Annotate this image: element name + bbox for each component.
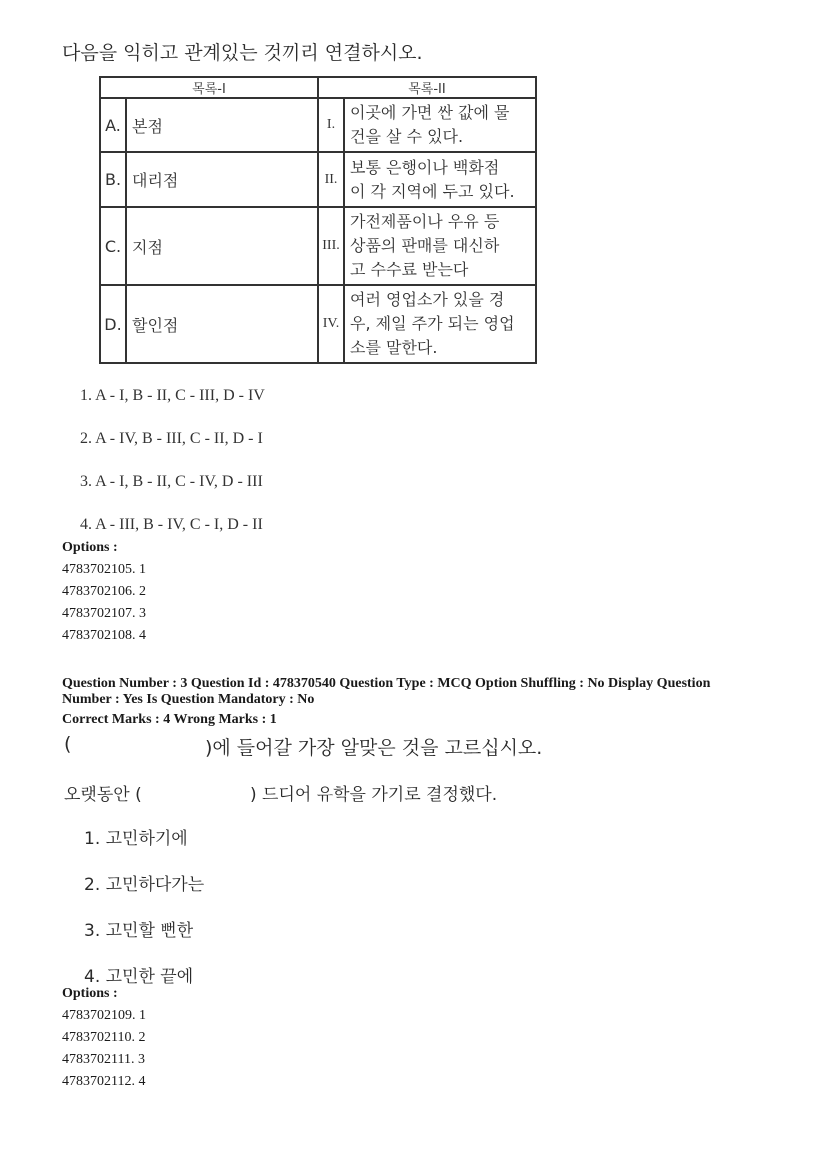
answer-option-3: 3. A - I, B - II, C - IV, D - III xyxy=(80,473,263,490)
answer-option-1: 1. 고민하기에 xyxy=(84,829,188,849)
description-line: 보통 은행이나 백화점 xyxy=(350,157,500,177)
row-item: 할인점 xyxy=(126,285,318,363)
option-id: 4783702112. 4 xyxy=(62,1074,146,1089)
row-description xyxy=(344,207,536,285)
question-instruction: 다음을 익히고 관계있는 것끼리 연결하시오. xyxy=(62,42,423,64)
option-id: 4783702110. 2 xyxy=(62,1030,146,1045)
row-letter: D. xyxy=(100,285,126,363)
row-description xyxy=(344,98,536,152)
table-header-row xyxy=(100,77,536,98)
description-line: 가전제품이나 우유 등 xyxy=(350,212,500,231)
table-row xyxy=(100,207,536,285)
row-item: 지점 xyxy=(126,207,318,285)
question-marks: Correct Marks : 4 Wrong Marks : 1 xyxy=(62,712,277,727)
row-letter: B. xyxy=(100,152,126,207)
option-id: 4783702109. 1 xyxy=(62,1008,146,1023)
column-header-list-1: 목록-I xyxy=(100,77,318,98)
answer-option-2: 2. 고민하다가는 xyxy=(84,875,205,895)
row-letter: C. xyxy=(100,207,126,285)
row-letter: A. xyxy=(100,98,126,152)
answer-option-2: 2. A - IV, B - III, C - II, D - I xyxy=(80,430,263,447)
row-roman: I. xyxy=(318,98,344,152)
table-row xyxy=(100,152,536,207)
description-line: 건을 살 수 있다. xyxy=(350,127,464,146)
answer-option-1: 1. A - I, B - II, C - III, D - IV xyxy=(80,387,265,404)
options-label: Options : xyxy=(62,540,118,555)
answer-option-3: 3. 고민할 뻔한 xyxy=(84,921,194,941)
option-id: 4783702108. 4 xyxy=(62,628,146,643)
answer-option-4: 4. 고민한 끝에 xyxy=(84,967,194,987)
description-line: 이곳에 가면 싼 값에 물 xyxy=(350,103,510,122)
row-roman: III. xyxy=(318,207,344,285)
row-roman: IV. xyxy=(318,285,344,363)
table-row xyxy=(100,98,536,152)
row-description xyxy=(344,152,536,207)
option-id: 4783702107. 3 xyxy=(62,606,146,621)
question-meta-line: Number : Yes Is Question Mandatory : No xyxy=(62,692,315,707)
question-instruction-open: ( xyxy=(64,733,72,755)
answer-option-4: 4. A - III, B - IV, C - I, D - II xyxy=(80,516,263,533)
option-id: 4783702111. 3 xyxy=(62,1052,145,1067)
option-id: 4783702105. 1 xyxy=(62,562,146,577)
description-line: 소를 말한다. xyxy=(350,338,438,357)
description-line: 고 수수료 받는다 xyxy=(350,260,469,279)
description-line: 이 각 지역에 두고 있다. xyxy=(350,181,515,201)
row-item: 대리점 xyxy=(126,152,318,207)
table-row xyxy=(100,285,536,363)
option-id: 4783702106. 2 xyxy=(62,584,146,599)
question-sentence-end: ) 드디어 유학을 가기로 결정했다. xyxy=(250,785,498,805)
row-item: 본점 xyxy=(126,98,318,152)
question-sentence-start: 오랫동안 ( xyxy=(64,785,142,805)
description-line: 우, 제일 주가 되는 영업 xyxy=(350,314,515,333)
question-instruction: )에 들어갈 가장 알맞은 것을 고르십시오. xyxy=(205,737,543,759)
description-line: 상품의 판매를 대신하 xyxy=(350,236,500,255)
matching-table xyxy=(99,76,537,364)
column-header-list-2: 목록-II xyxy=(318,77,536,98)
row-description xyxy=(344,285,536,363)
question-meta-line: Question Number : 3 Question Id : 478370540 Question Type : MCQ Option Shuffling : No Display Question xyxy=(62,676,711,691)
row-roman: II. xyxy=(318,152,344,207)
description-line: 여러 영업소가 있을 경 xyxy=(350,290,505,309)
options-label: Options : xyxy=(62,986,118,1001)
